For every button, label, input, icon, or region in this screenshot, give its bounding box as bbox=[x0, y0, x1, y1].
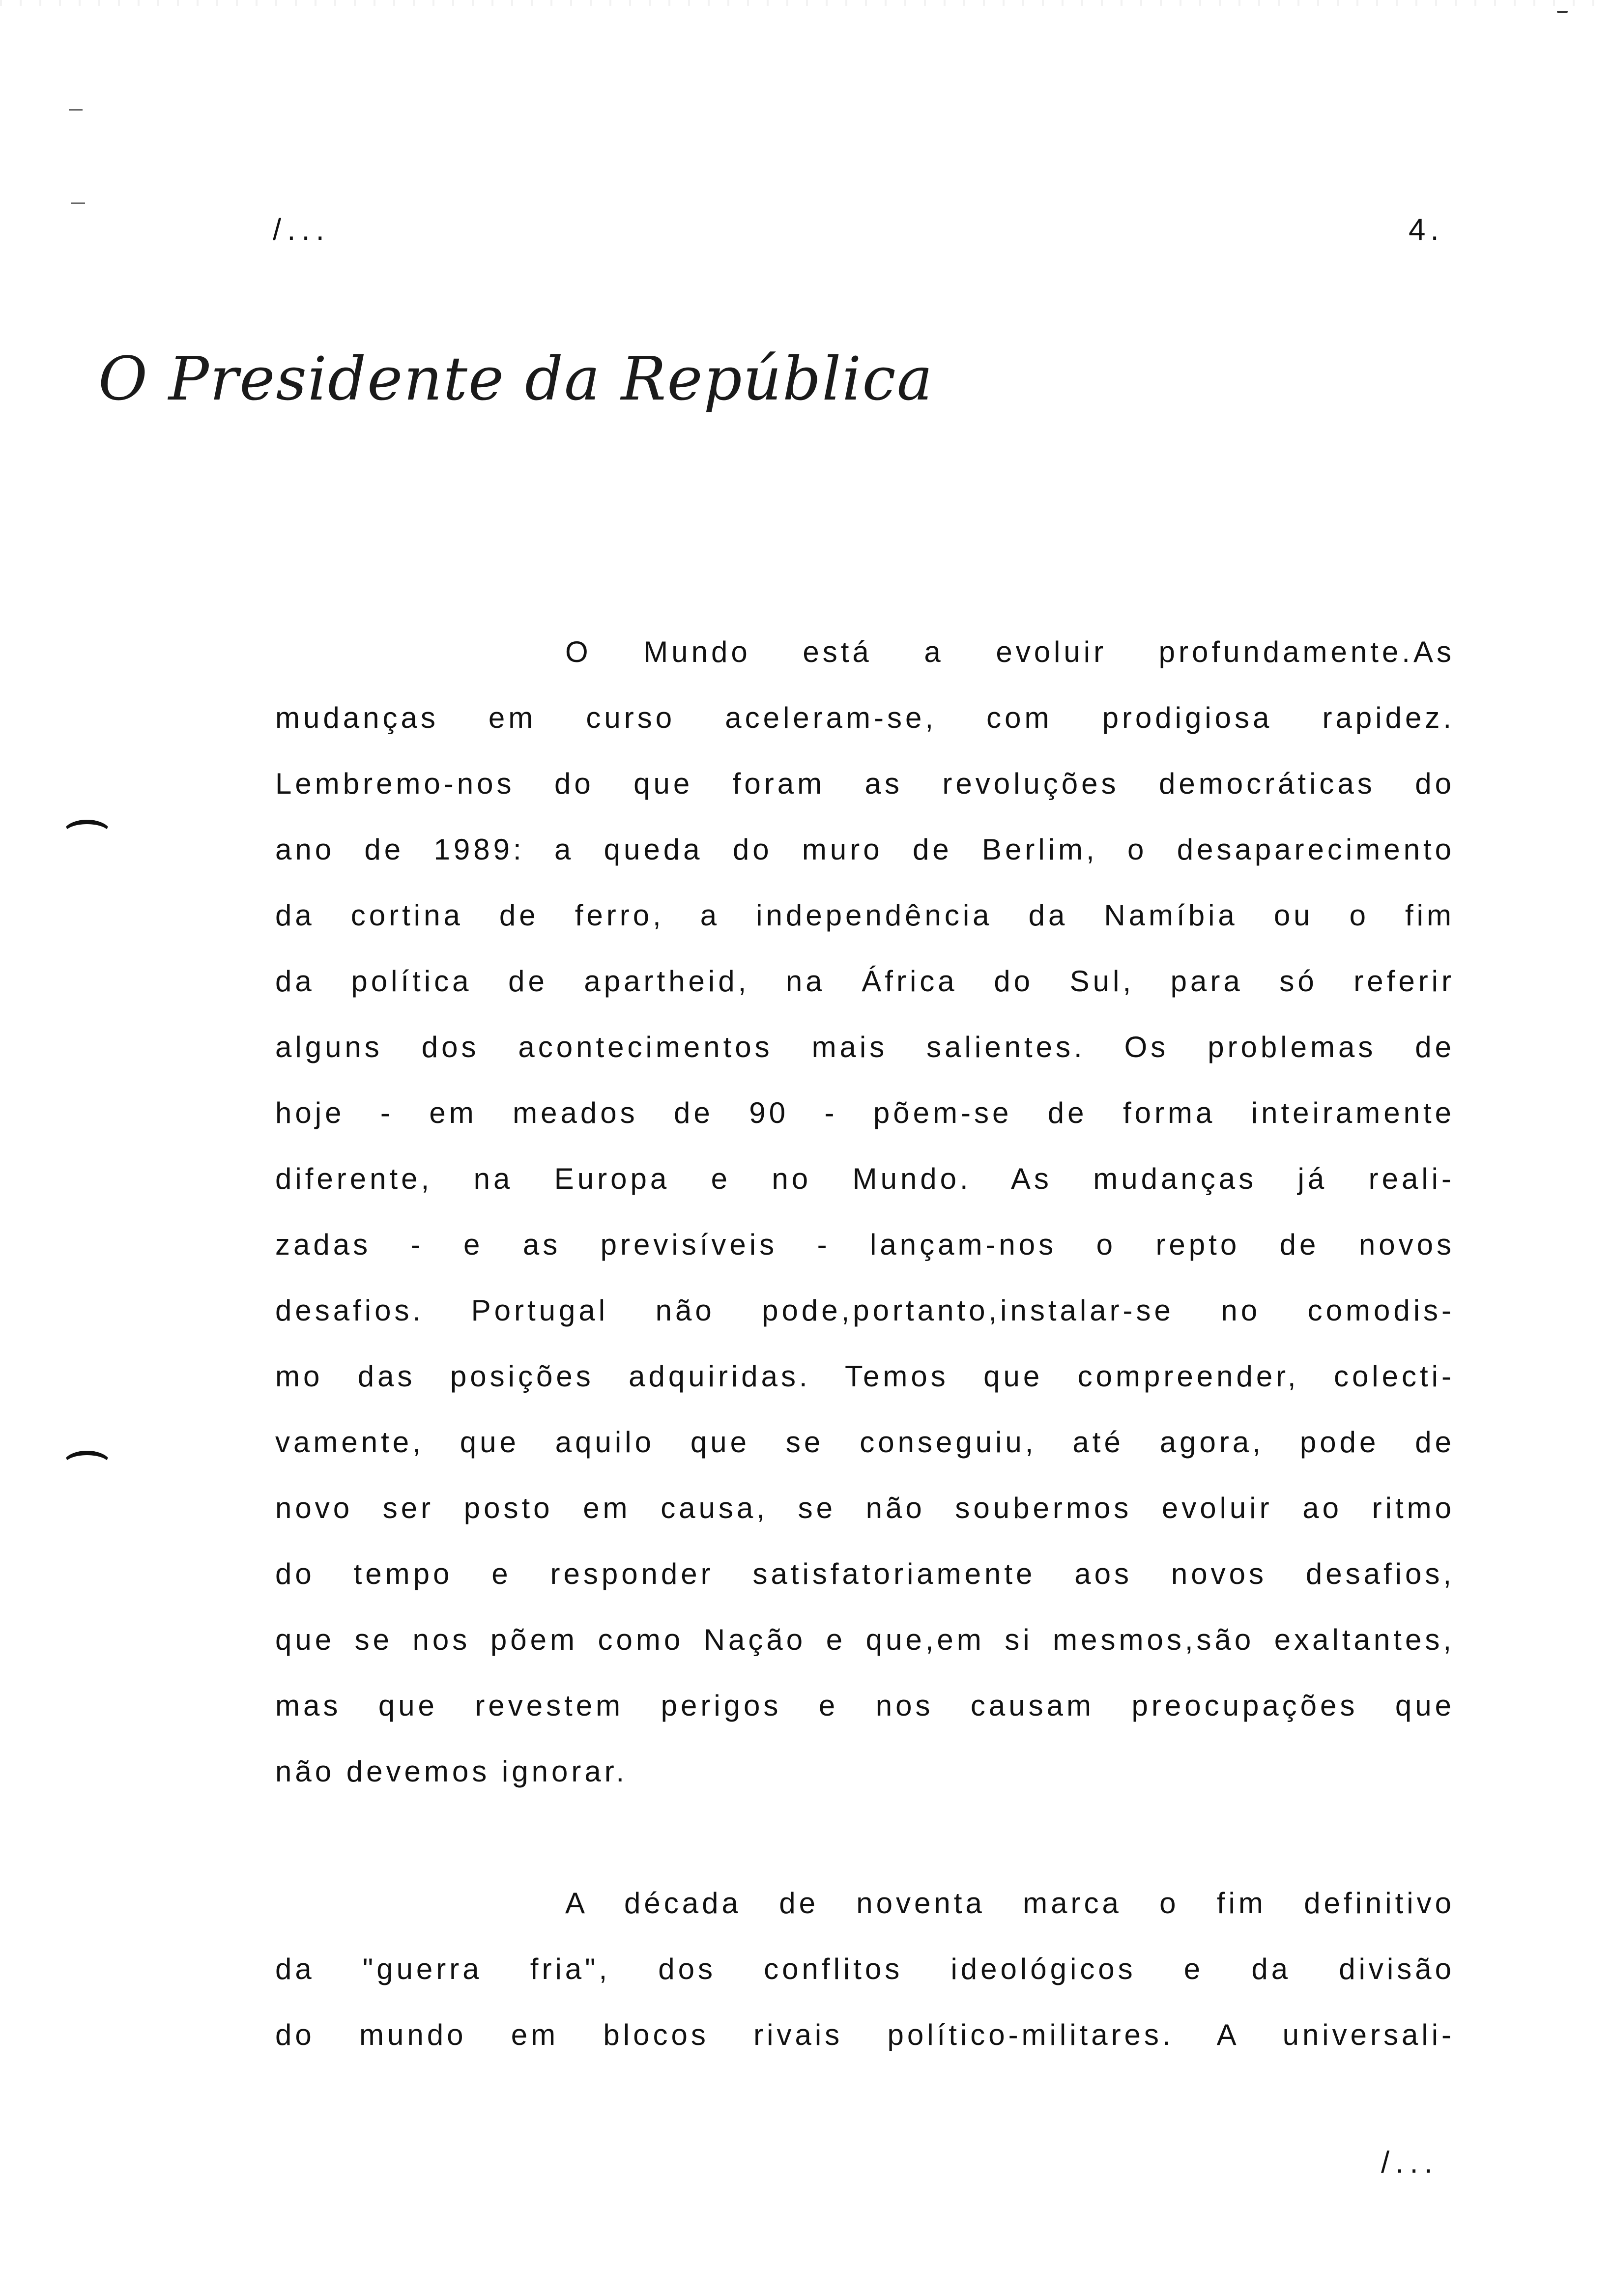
text-line: mas que revestem perigos e nos causam preocupações que bbox=[275, 1689, 1455, 1722]
continuation-marker-top: /... bbox=[273, 213, 330, 247]
paragraph-spacer bbox=[275, 1805, 1455, 1870]
page-number: 4. bbox=[1409, 213, 1444, 247]
punch-hole-mark bbox=[63, 820, 111, 847]
text-line: desafios. Portugal não pode,portanto,instalar-se no comodis- bbox=[275, 1294, 1455, 1327]
text-line: mo das posições adquiridas. Temos que compreender, colecti- bbox=[275, 1360, 1455, 1393]
text-line: O Mundo está a evoluir profundamente.As bbox=[565, 635, 1455, 668]
text-line: novo ser posto em causa, se não soubermos evoluir ao ritmo bbox=[275, 1492, 1455, 1524]
text-line: diferente, na Europa e no Mundo. As mudanças já reali- bbox=[275, 1162, 1455, 1195]
text-line: A década de noventa marca o fim definitivo bbox=[565, 1887, 1455, 1920]
scan-speck bbox=[69, 109, 83, 111]
text-line: do mundo em blocos rivais político-militares. A universali- bbox=[275, 2018, 1455, 2051]
text-line: zadas - e as previsíveis - lançam-nos o repto de novos bbox=[275, 1228, 1455, 1261]
body-text bbox=[275, 619, 1455, 2068]
punch-hole-mark bbox=[63, 1451, 111, 1478]
continuation-marker-bottom: /... bbox=[1381, 2146, 1439, 2180]
text-line: ano de 1989: a queda do muro de Berlim, o desaparecimento bbox=[275, 833, 1455, 866]
letterhead-title: O Presidente da República bbox=[98, 344, 934, 414]
text-line: do tempo e responder satisfatoriamente aos novos desafios, bbox=[275, 1557, 1455, 1590]
scan-edge-mark bbox=[1557, 11, 1568, 13]
text-line: da política de apartheid, na África do Sul, para só referir bbox=[275, 965, 1455, 998]
scan-edge-noise bbox=[0, 0, 1612, 6]
text-line: da cortina de ferro, a independência da Namíbia ou o fim bbox=[275, 899, 1455, 932]
text-line: vamente, que aquilo que se conseguiu, até agora, pode de bbox=[275, 1426, 1455, 1459]
text-line: que se nos põem como Nação e que,em si mesmos,são exaltantes, bbox=[275, 1623, 1455, 1656]
text-line: Lembremo-nos do que foram as revoluções democráticas do bbox=[275, 767, 1455, 800]
text-line: hoje - em meados de 90 - põem-se de forma inteiramente bbox=[275, 1096, 1455, 1129]
text-line: da "guerra fria", dos conflitos ideológicos e da divisão bbox=[275, 1952, 1455, 1985]
scan-speck bbox=[71, 202, 85, 204]
text-line: mudanças em curso aceleram-se, com prodigiosa rapidez. bbox=[275, 701, 1455, 734]
text-line: alguns dos acontecimentos mais salientes. Os problemas de bbox=[275, 1031, 1455, 1063]
paragraph-1 bbox=[275, 619, 1455, 1805]
paragraph-2 bbox=[275, 1870, 1455, 2068]
text-line: não devemos ignorar. bbox=[275, 1755, 628, 1788]
